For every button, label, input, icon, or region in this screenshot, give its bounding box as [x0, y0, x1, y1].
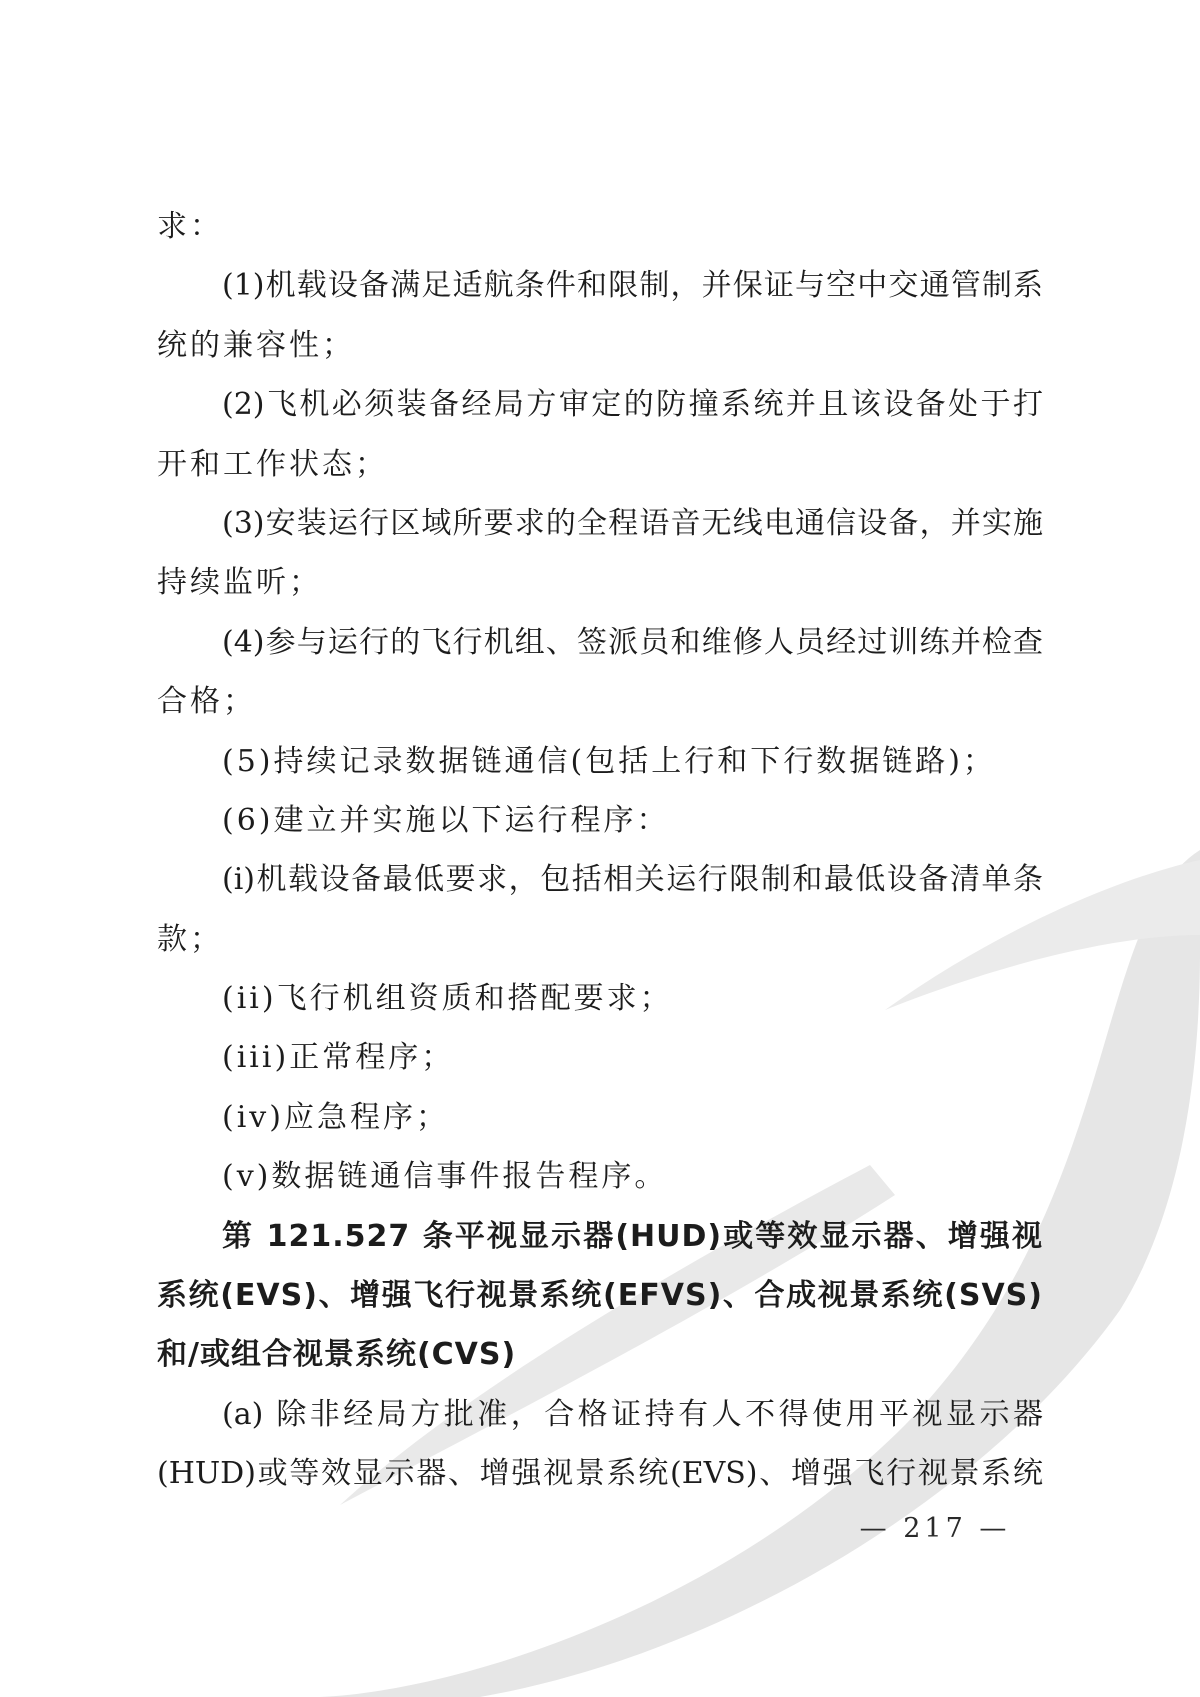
sub-item-iv: (iv)应急程序；	[222, 1099, 449, 1135]
document-body	[157, 197, 1043, 1504]
article-heading: 第 121.527 条平视显示器(HUD)或等效显示器、增强视	[222, 1218, 1043, 1254]
text-line: 款；	[157, 921, 223, 957]
paragraph-a: (a) 除非经局方批准，合格证持有人不得使用平视显示器	[222, 1396, 1043, 1432]
list-item-6: (6)建立并实施以下运行程序：	[222, 802, 670, 838]
sub-item-v: (v)数据链通信事件报告程序。	[222, 1159, 668, 1195]
list-item-4: (4)参与运行的飞行机组、签派员和维修人员经过训练并检查	[222, 624, 1043, 660]
list-item-2: (2)飞机必须装备经局方审定的防撞系统并且该设备处于打	[222, 387, 1043, 423]
page-number: — 217 —	[859, 1513, 1011, 1544]
sub-item-i: (i)机载设备最低要求，包括相关运行限制和最低设备清单条	[222, 862, 1043, 898]
list-item-3: (3)安装运行区域所要求的全程语音无线电通信设备，并实施	[222, 505, 1043, 541]
paragraph-a: (HUD)或等效显示器、增强视景系统(EVS)、增强飞行视景系统	[157, 1456, 1043, 1492]
list-item-1: (1)机载设备满足适航条件和限制，并保证与空中交通管制系	[222, 268, 1043, 304]
text-line: 合格；	[157, 684, 256, 720]
text-line: 统的兼容性；	[157, 327, 355, 363]
sub-item-ii: (ii)飞行机组资质和搭配要求；	[222, 981, 673, 1017]
article-heading: 和/或组合视景系统(CVS)	[157, 1337, 517, 1373]
list-item-5: (5)持续记录数据链通信(包括上行和下行数据链路)；	[222, 743, 996, 779]
text-line: 求：	[157, 209, 223, 244]
sub-item-iii: (iii)正常程序；	[222, 1040, 455, 1076]
text-line: 开和工作状态；	[157, 446, 388, 482]
text-line: 持续监听；	[157, 565, 322, 601]
article-heading: 系统(EVS)、增强飞行视景系统(EFVS)、合成视景系统(SVS)	[157, 1278, 1043, 1314]
